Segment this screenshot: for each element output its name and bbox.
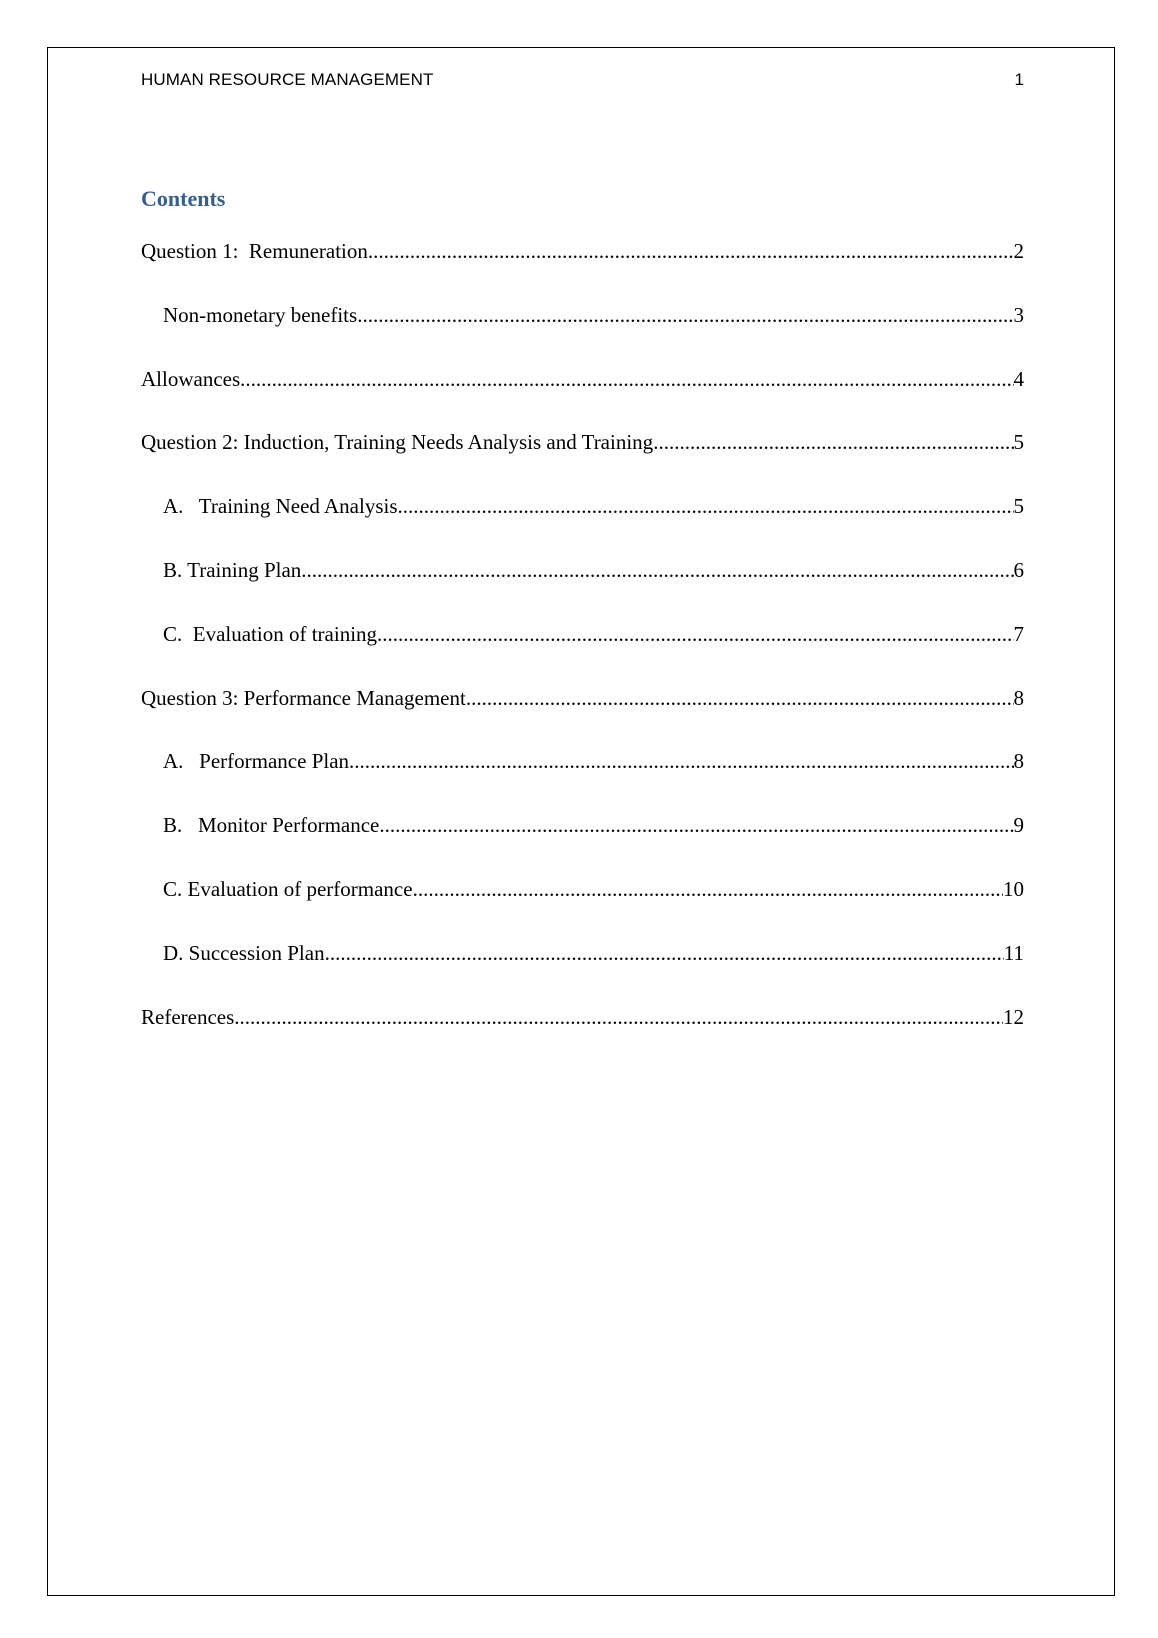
toc-entry-page: 5 [1013, 494, 1024, 519]
toc-entry-page: 10 [1003, 876, 1024, 901]
toc-dot-leader [398, 494, 1014, 519]
toc-entry-training-plan[interactable] [141, 558, 1024, 622]
toc-entry-label: C. Evaluation of training [163, 621, 378, 646]
toc-entry-page: 11 [1003, 940, 1024, 965]
toc-dot-leader [325, 941, 1004, 966]
toc-dot-leader [377, 622, 1013, 647]
toc-dot-leader [379, 813, 1013, 838]
table-of-contents [141, 239, 1024, 1068]
toc-heading: Contents [141, 186, 226, 211]
toc-entry-references[interactable] [141, 1005, 1024, 1069]
toc-entry-label: D. Succession Plan [163, 940, 325, 965]
toc-entry-label: Non-monetary benefits [163, 302, 358, 327]
toc-entry-monitor-performance[interactable] [141, 813, 1024, 877]
toc-entry-question-3[interactable] [141, 686, 1024, 750]
toc-entry-page: 6 [1013, 557, 1024, 582]
toc-dot-leader [357, 303, 1013, 328]
toc-dot-leader [349, 749, 1013, 774]
toc-dot-leader [240, 367, 1013, 392]
toc-entry-label: B. Training Plan [163, 557, 302, 582]
toc-dot-leader [413, 877, 1003, 902]
running-head: HUMAN RESOURCE MANAGEMENT [141, 70, 434, 89]
page-number: 1 [1014, 70, 1024, 89]
toc-entry-label: References [141, 1004, 235, 1029]
toc-entry-non-monetary-benefits[interactable] [141, 303, 1024, 367]
toc-entry-label: A. Performance Plan [163, 749, 350, 774]
toc-entry-performance-plan[interactable] [141, 749, 1024, 813]
toc-entry-label: Question 2: Induction, Training Needs Analysis and Training [141, 430, 654, 455]
toc-entry-page: 2 [1013, 239, 1024, 263]
toc-entry-page: 4 [1013, 366, 1024, 391]
toc-entry-page: 9 [1013, 813, 1024, 838]
toc-entry-label: Allowances [141, 366, 241, 391]
toc-entry-label: B. Monitor Performance [163, 813, 380, 838]
toc-dot-leader [653, 430, 1013, 455]
toc-entry-allowances[interactable] [141, 367, 1024, 431]
toc-entry-page: 7 [1013, 621, 1024, 646]
toc-dot-leader [466, 686, 1014, 711]
toc-entry-page: 12 [1003, 1004, 1024, 1029]
toc-entry-question-2[interactable] [141, 430, 1024, 494]
toc-entry-page: 8 [1013, 749, 1024, 774]
toc-entry-remuneration[interactable] [141, 239, 1024, 303]
toc-dot-leader [234, 1005, 1003, 1030]
toc-entry-page: 8 [1013, 685, 1024, 710]
toc-dot-leader [301, 558, 1013, 583]
toc-entry-evaluation-of-training[interactable] [141, 622, 1024, 686]
toc-entry-evaluation-of-performance[interactable] [141, 877, 1024, 941]
toc-entry-label: Question 1: Remuneration [141, 239, 368, 263]
toc-entry-label: Question 3: Performance Management [141, 685, 466, 710]
toc-entry-training-need-analysis[interactable] [141, 494, 1024, 558]
toc-dot-leader [368, 239, 1014, 264]
toc-entry-succession-plan[interactable] [141, 941, 1024, 1005]
page-header [141, 70, 1024, 94]
toc-entry-label: C. Evaluation of performance [163, 876, 413, 901]
toc-entry-page: 3 [1013, 302, 1024, 327]
toc-entry-page: 5 [1013, 430, 1024, 455]
toc-entry-label: A. Training Need Analysis [163, 494, 398, 519]
